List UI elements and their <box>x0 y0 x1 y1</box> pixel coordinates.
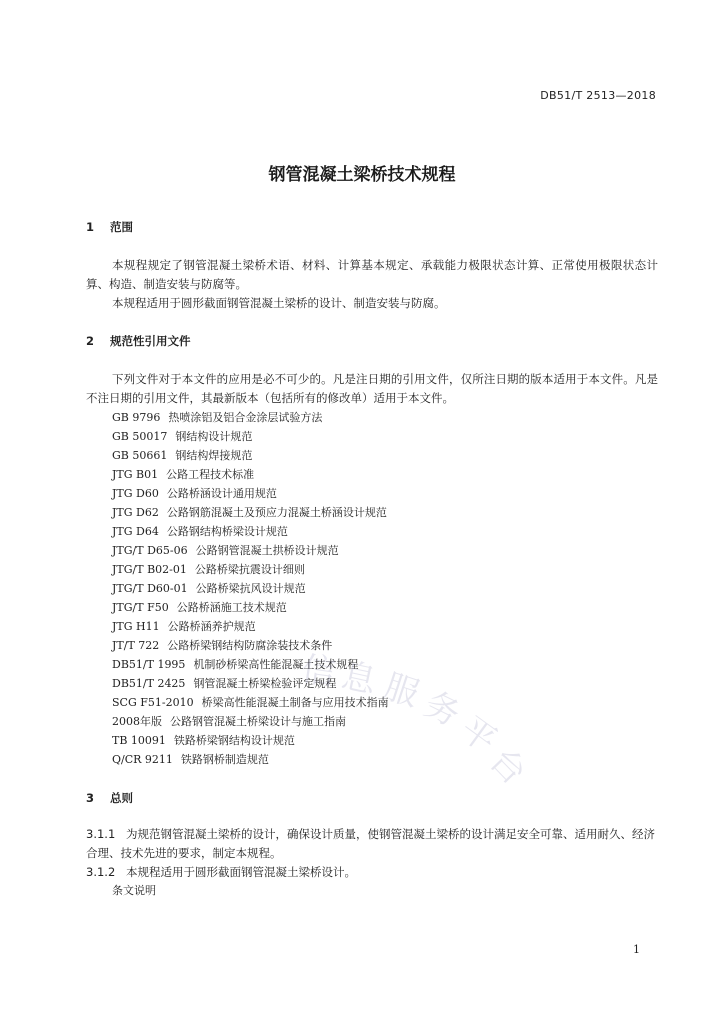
watermark-seal <box>210 600 630 860</box>
references-intro: 下列文件对于本文件的应用是必不可少的。凡是注日期的引用文件，仅所注日期的版本适用于本文件。凡是不注日期的引用文件，其最新版本（包括所有的修改单）适用于本文件。 <box>86 372 658 405</box>
reference-name: 公路钢管混凝土拱桥设计规范 <box>195 544 339 557</box>
clause-explanation-note: 条文说明 <box>112 884 156 897</box>
svg-text:服: 服 <box>379 666 424 716</box>
reference-name: 公路工程技术标准 <box>166 468 255 481</box>
reference-name: 铁路钢桥制造规范 <box>180 753 269 766</box>
reference-code: JTG D64 <box>112 525 159 538</box>
reference-item <box>112 560 389 579</box>
reference-item <box>112 427 389 446</box>
svg-text:务: 务 <box>418 684 467 735</box>
reference-code: JTG H11 <box>112 620 160 633</box>
reference-item <box>112 408 389 427</box>
reference-name: 桥梁高性能混凝土制备与应用技术指南 <box>201 696 389 709</box>
reference-item <box>112 541 389 560</box>
clause-3-1-1 <box>86 825 658 863</box>
clause-number: 3.1.1 <box>86 827 116 841</box>
reference-code: JTG/T F50 <box>112 601 169 614</box>
reference-item <box>112 446 389 465</box>
svg-text:信: 信 <box>298 649 338 694</box>
reference-name: 公路桥涵施工技术规范 <box>176 601 287 614</box>
reference-code: JTG D62 <box>112 506 159 519</box>
reference-code: 2008年版 <box>112 715 162 728</box>
reference-code: DB51/T 2425 <box>112 677 186 690</box>
reference-name: 公路桥梁抗震设计细则 <box>194 563 305 576</box>
reference-name: 钢结构设计规范 <box>175 430 253 443</box>
reference-item <box>112 579 389 598</box>
reference-code: SCG F51-2010 <box>112 696 194 709</box>
reference-code: GB 50661 <box>112 449 168 462</box>
section-3-heading <box>86 790 133 806</box>
reference-code: JTG B01 <box>112 468 159 481</box>
scope-paragraph-1: 本规程规定了钢管混凝土梁桥术语、材料、计算基本规定、承载能力极限状态计算、正常使用极限状态计算、构造、制造安装与防腐等。 <box>86 258 658 291</box>
reference-name: 公路钢筋混凝土及预应力混凝土桥涵设计规范 <box>166 506 387 519</box>
page-title: 钢管混凝土梁桥技术规程 <box>268 165 456 185</box>
reference-name: 钢结构焊接规范 <box>175 449 253 462</box>
reference-code: JTG/T B02-01 <box>112 563 187 576</box>
clause-3-1-2 <box>86 863 658 882</box>
svg-text:息: 息 <box>338 655 380 702</box>
section-number: 2 <box>86 334 95 348</box>
reference-name: 热喷涂铝及铝合金涂层试验方法 <box>168 411 323 424</box>
reference-code: JTG D60 <box>112 487 159 500</box>
reference-name: 公路钢结构桥梁设计规范 <box>166 525 288 538</box>
scope-paragraph-2: 本规程适用于圆形截面钢管混凝土梁桥的设计、制造安装与防腐。 <box>112 296 446 310</box>
section-title: 总则 <box>110 791 134 805</box>
reference-item <box>112 465 389 484</box>
reference-name: 铁路桥梁钢结构设计规范 <box>173 734 295 747</box>
reference-name: 公路桥涵设计通用规范 <box>166 487 277 500</box>
page-number: 1 <box>633 943 640 956</box>
reference-name: 机制砂桥梁高性能混凝土技术规程 <box>193 658 359 671</box>
reference-name: 公路桥涵养护规范 <box>167 620 256 633</box>
clause-text: 本规程适用于圆形截面钢管混凝土梁桥设计。 <box>126 865 356 879</box>
section-title: 规范性引用文件 <box>110 334 191 348</box>
section-number: 1 <box>86 220 95 234</box>
section-number: 3 <box>86 791 95 805</box>
section-title: 范围 <box>110 220 134 234</box>
reference-code: JTG/T D60-01 <box>112 582 188 595</box>
reference-item <box>112 503 389 522</box>
reference-code: DB51/T 1995 <box>112 658 186 671</box>
section-1-heading <box>86 219 133 235</box>
reference-name: 钢管混凝土桥梁检验评定规程 <box>193 677 337 690</box>
clause-number: 3.1.2 <box>86 865 116 879</box>
reference-item <box>112 484 389 503</box>
reference-name: 公路钢管混凝土桥梁设计与施工指南 <box>170 715 346 728</box>
svg-text:台: 台 <box>481 740 534 793</box>
clause-text: 为规范钢管混凝土梁桥的设计，确保设计质量，使钢管混凝土梁桥的设计满足安全可靠、适用耐久、经济合理、技术先进的要求，制定本规程。 <box>86 827 655 860</box>
reference-code: JT/T 722 <box>112 639 160 652</box>
svg-text:平: 平 <box>452 708 504 762</box>
section-2-heading <box>86 333 191 349</box>
reference-name: 公路桥梁钢结构防腐涂装技术条件 <box>167 639 333 652</box>
reference-code: Q/CR 9211 <box>112 753 173 766</box>
reference-code: JTG/T D65-06 <box>112 544 188 557</box>
reference-item <box>112 522 389 541</box>
reference-code: GB 50017 <box>112 430 168 443</box>
reference-code: GB 9796 <box>112 411 161 424</box>
reference-code: TB 10091 <box>112 734 166 747</box>
reference-name: 公路桥梁抗风设计规范 <box>195 582 306 595</box>
document-number: DB51/T 2513—2018 <box>540 89 656 102</box>
